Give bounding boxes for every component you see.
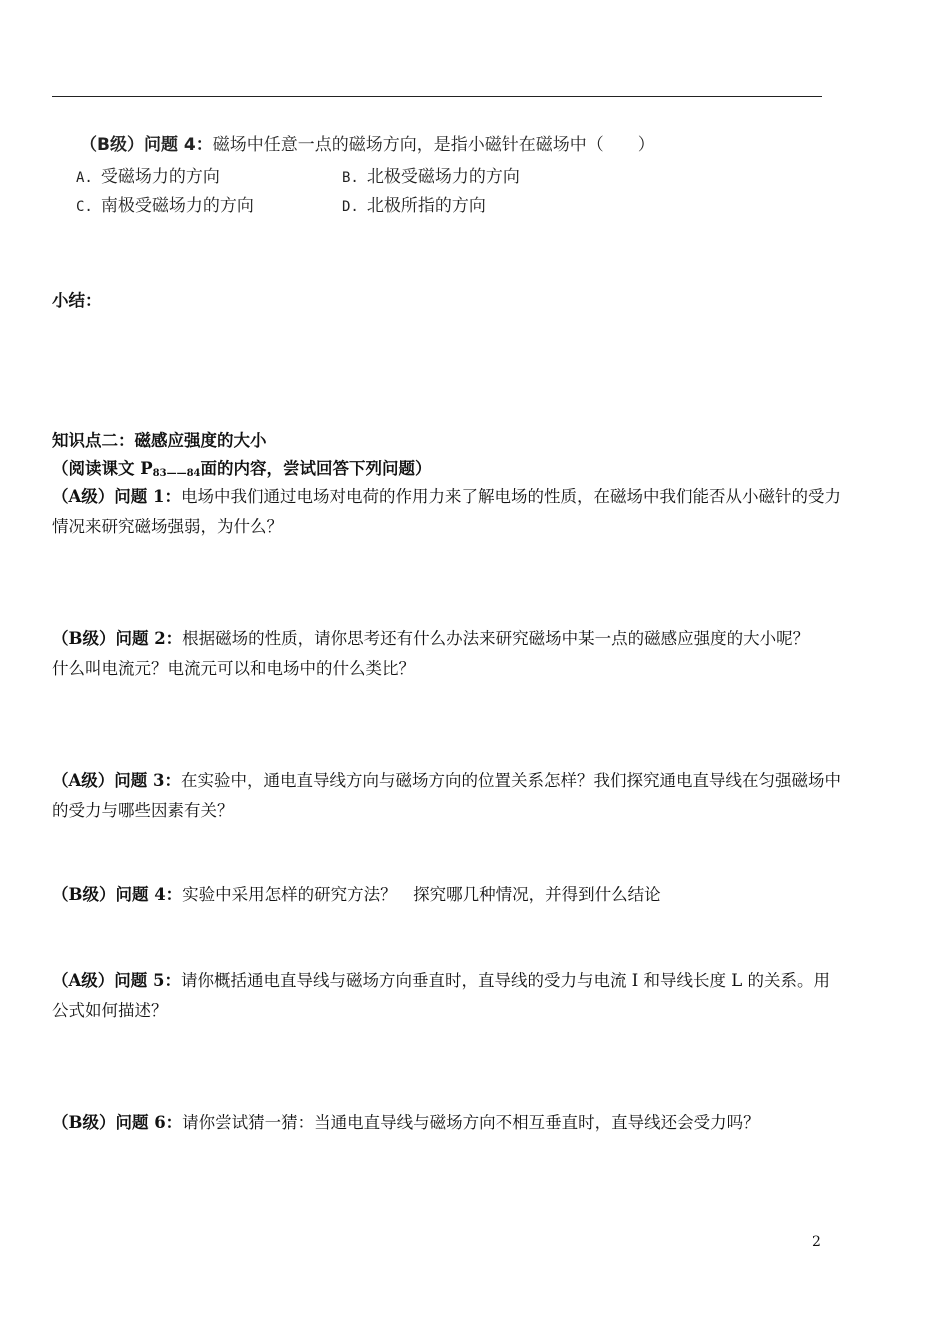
question-label: （B级）问题 2： xyxy=(52,629,183,648)
question-b2 xyxy=(52,624,842,684)
option-b xyxy=(342,162,520,187)
question-text: 请你尝试猜一猜：当通电直导线与磁场方向不相互垂直时，直导线还会受力吗？ xyxy=(182,1113,760,1132)
summary-label: 小结： xyxy=(52,291,102,310)
scan-question-text: 磁场中任意一点的磁场方向，是指小磁针在磁场中（ ） xyxy=(212,135,655,155)
question-text: 电场中我们通过电场对电荷的作用力来了解电场的性质，在磁场中我们能否从小磁针的受力情况来研究磁场强弱，为什么？ xyxy=(52,487,842,536)
question-label: （A级）问题 3： xyxy=(52,771,182,790)
option-c xyxy=(76,191,254,216)
question-text: 请你概括通电直导线与磁场方向垂直时，直导线的受力与电流 I 和导线长度 L 的关系。用公式如何描述？ xyxy=(52,971,830,1020)
question-text: 根据磁场的性质，请你思考还有什么办法来研究磁场中某一点的磁感应强度的大小呢？ 什么叫电流元？电流元可以和电场中的什么类比？ xyxy=(52,629,826,678)
question-label: （B级）问题 4： xyxy=(52,885,183,904)
question-label: （A级）问题 1： xyxy=(52,487,182,506)
option-letter: B. xyxy=(342,170,359,186)
option-text: 北极受磁场力的方向 xyxy=(366,167,520,187)
question-text: 在实验中，通电直导线方向与磁场方向的位置关系怎样？我们探究通电直导线在匀强磁场中的受力与哪些因素有关？ xyxy=(52,771,842,820)
question-a5 xyxy=(52,966,842,1026)
question-label: （A级）问题 5： xyxy=(52,971,182,990)
header-rule xyxy=(52,96,822,97)
option-a xyxy=(76,162,220,187)
question-text: 实验中采用怎样的研究方法？ 探究哪几种情况，并得到什么结论 xyxy=(182,885,661,904)
scan-question-line xyxy=(80,130,655,155)
question-b4 xyxy=(52,880,842,910)
question-a3 xyxy=(52,766,842,826)
reading-suffix: 面的内容，尝试回答下列问题） xyxy=(200,459,432,478)
option-letter: A. xyxy=(76,170,93,186)
question-a1 xyxy=(52,482,842,542)
reading-prefix: （阅读课文 P xyxy=(52,459,153,478)
option-text: 受磁场力的方向 xyxy=(100,167,220,187)
option-letter: C. xyxy=(76,199,93,215)
option-text: 北极所指的方向 xyxy=(366,196,486,216)
option-d xyxy=(342,191,486,216)
section-title: 知识点二：磁感应强度的大小 xyxy=(52,431,267,450)
scanned-question-image xyxy=(70,126,730,226)
option-text: 南极受磁场力的方向 xyxy=(100,196,254,216)
option-letter: D. xyxy=(342,199,359,215)
page-number: 2 xyxy=(812,1234,821,1250)
question-b6 xyxy=(52,1108,842,1138)
scan-question-label: （B级）问题 4： xyxy=(80,135,213,155)
page-range: 83——84 xyxy=(152,468,201,479)
question-label: （B级）问题 6： xyxy=(52,1113,183,1132)
